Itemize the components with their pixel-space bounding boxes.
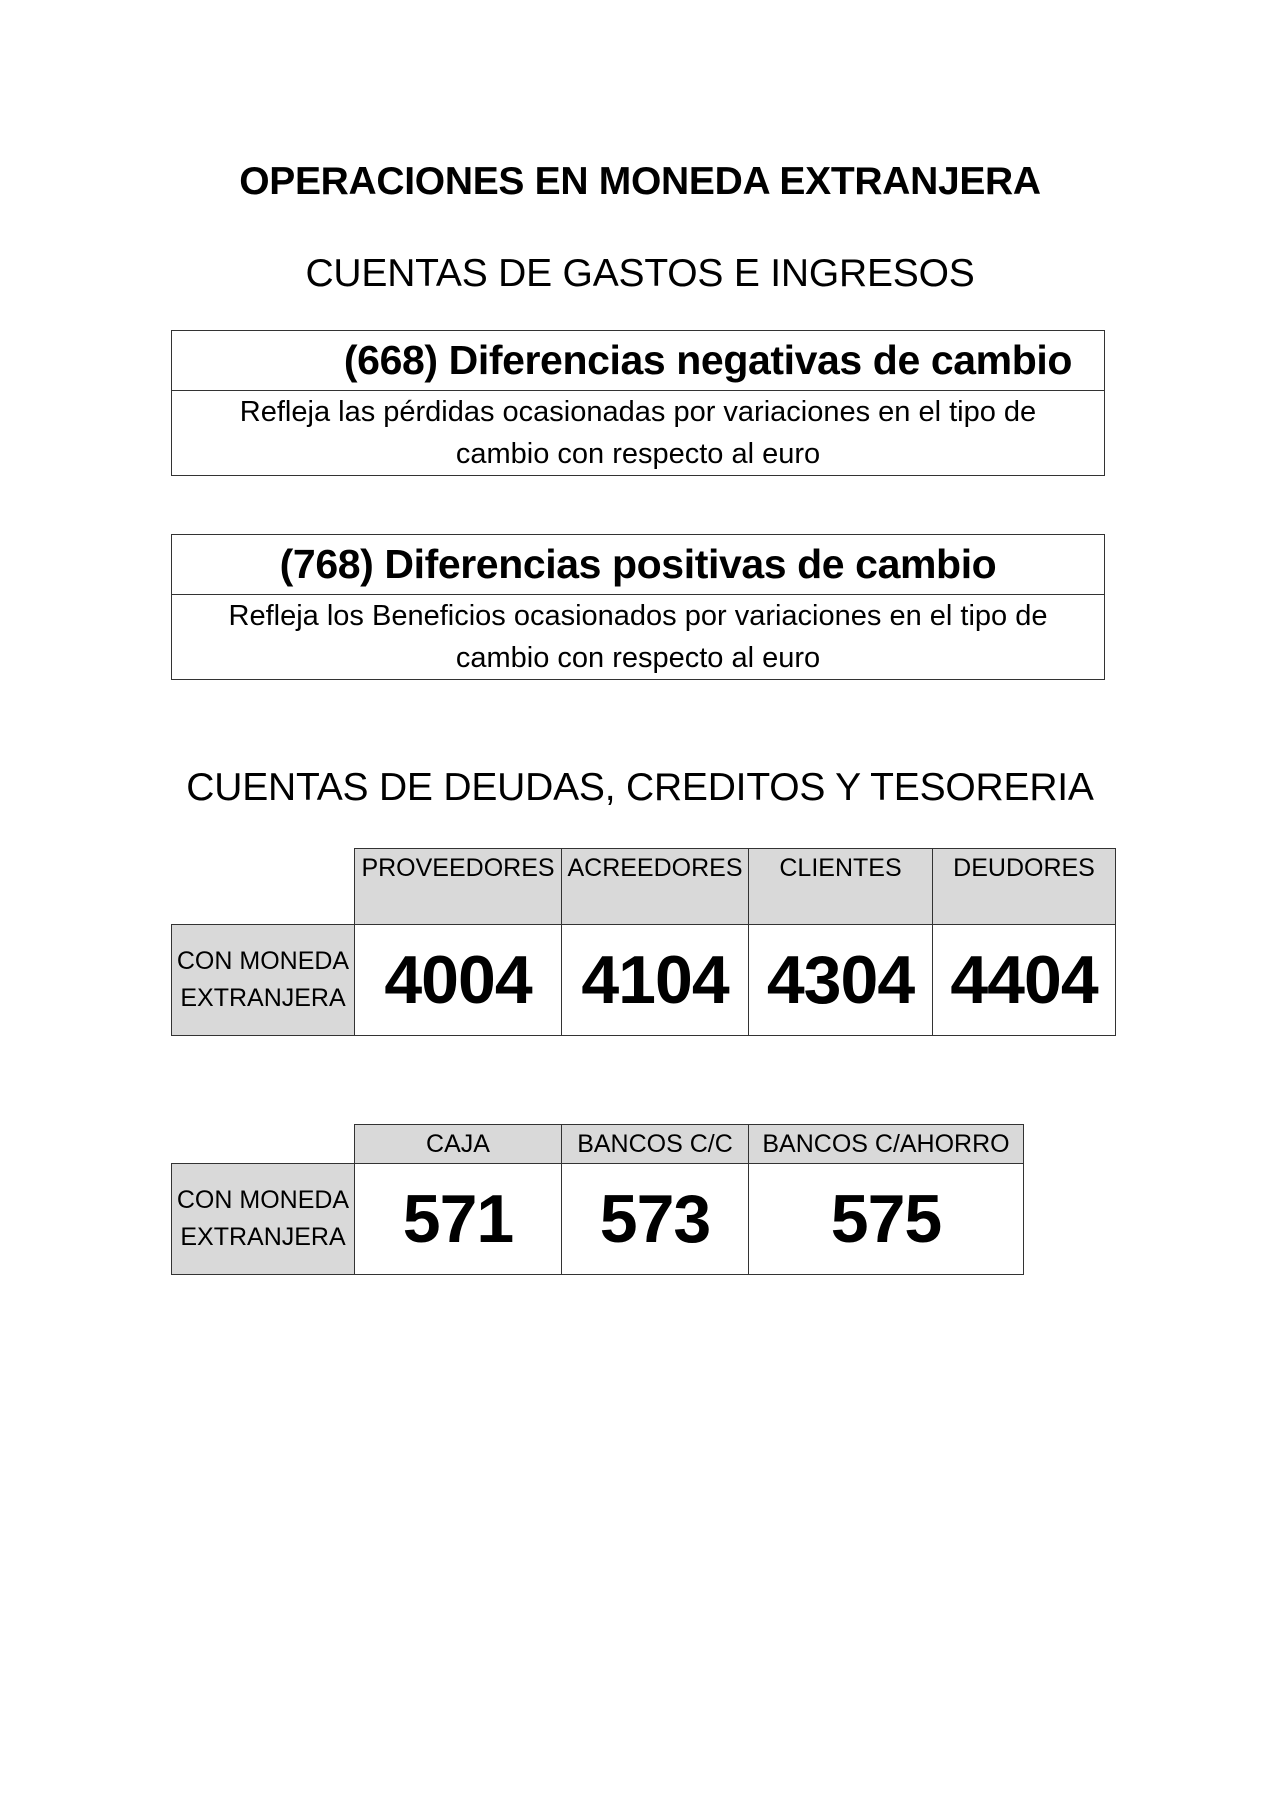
row-header-moneda-extranjera: CON MONEDA EXTRANJERA: [172, 1164, 355, 1275]
column-header-bancos-ahorro: BANCOS C/AHORRO: [749, 1125, 1024, 1164]
table-deudas-creditos: [171, 848, 1116, 1036]
account-title-768: (768) Diferencias positivas de cambio: [172, 535, 1104, 595]
account-title-668: (668) Diferencias negativas de cambio: [172, 331, 1104, 391]
table-header-row: [172, 849, 1116, 925]
account-box-768: [171, 534, 1105, 680]
account-description-668: Refleja las pérdidas ocasionadas por variaciones en el tipo de cambio con respecto al euro: [239, 396, 1037, 470]
account-code-571: 571: [355, 1164, 562, 1275]
column-header-acreedores: ACREEDORES: [562, 849, 749, 925]
table-row: [172, 925, 1116, 1036]
account-code-4004: 4004: [355, 925, 562, 1036]
column-header-deudores: DEUDORES: [933, 849, 1116, 925]
section-heading-gastos-ingresos: CUENTAS DE GASTOS E INGRESOS: [305, 252, 975, 295]
table-corner: [172, 849, 355, 925]
table-corner: [172, 1125, 355, 1164]
account-code-4404: 4404: [933, 925, 1116, 1036]
account-code-575: 575: [749, 1164, 1024, 1275]
account-code-4104: 4104: [562, 925, 749, 1036]
column-header-bancos-cc: BANCOS C/C: [562, 1125, 749, 1164]
account-box-668: [171, 330, 1105, 476]
row-header-moneda-extranjera: CON MONEDA EXTRANJERA: [172, 925, 355, 1036]
section-heading-deudas-creditos: CUENTAS DE DEUDAS, CREDITOS Y TESORERIA: [186, 766, 1094, 809]
account-code-573: 573: [562, 1164, 749, 1275]
account-code-4304: 4304: [749, 925, 933, 1036]
column-header-clientes: CLIENTES: [749, 849, 933, 925]
page-title: OPERACIONES EN MONEDA EXTRANJERA: [239, 160, 1041, 203]
table-row: [172, 1164, 1024, 1275]
account-description-768: Refleja los Beneficios ocasionados por variaciones en el tipo de cambio con respecto al euro: [228, 600, 1048, 674]
table-tesoreria: [171, 1124, 1024, 1275]
column-header-caja: CAJA: [355, 1125, 562, 1164]
column-header-proveedores: PROVEEDORES: [355, 849, 562, 925]
table-header-row: [172, 1125, 1024, 1164]
